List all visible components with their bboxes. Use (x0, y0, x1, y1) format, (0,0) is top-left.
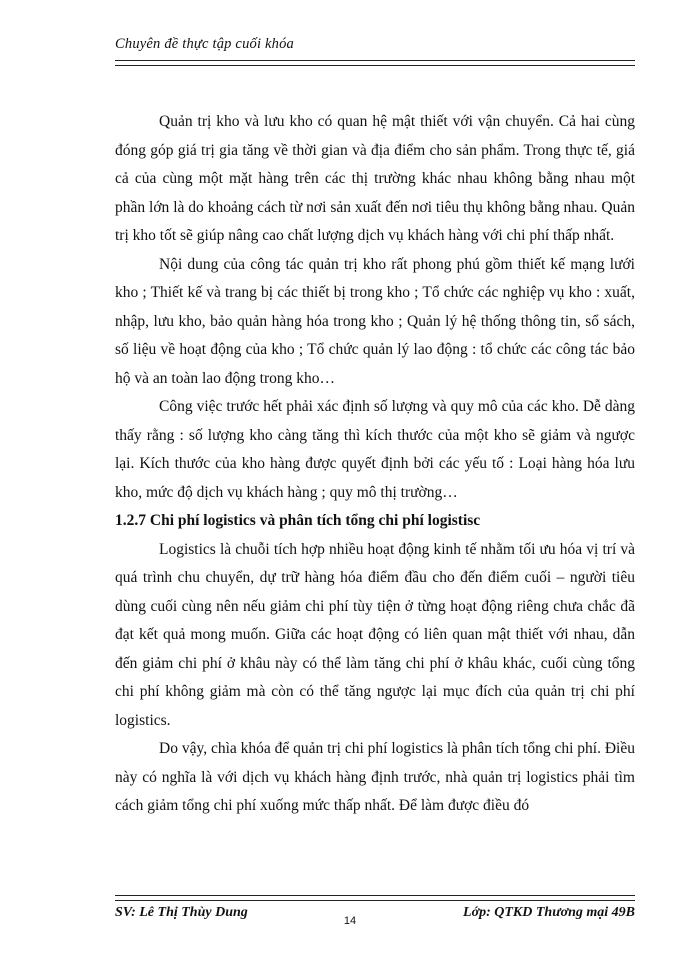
footer-student-name: SV: Lê Thị Thùy Dung (115, 905, 248, 920)
footer-class-name: Lớp: QTKD Thương mại 49B (463, 905, 635, 920)
paragraph: Do vậy, chìa khóa để quản trị chi phí logistics là phân tích tổng chi phí. Điều này có nghĩa là với dịch vụ khách hàng định trước, nhà quản trị logistics phải tìm cách giảm tổng chi phí xuống mức thấp nhất. Để làm được điều đó (115, 740, 635, 814)
paragraph: Logistics là chuỗi tích hợp nhiều hoạt động kinh tế nhằm tối ưu hóa vị trí và quá trình chu chuyển, dự trữ hàng hóa điểm đầu cho đến điểm cuối – người tiêu dùng cuối cùng nên nếu giảm chi phí tùy tiện ở từng hoạt động riêng chưa chắc đã đạt kết quả mong muốn. Giữa các hoạt động có liên quan mật thiết với nhau, dẫn đến giảm chi phí ở khâu này có thể làm tăng chi phí ở khâu khác, cuối cùng tổng chi phí không giảm mà còn có thể tăng ngược lại mục đích của quản trị chi phí logistics. (115, 540, 635, 729)
section-heading: 1.2.7 Chi phí logistics và phân tích tổng chi phí logistisc (115, 512, 481, 529)
header-divider (115, 60, 635, 66)
page-number: 14 (343, 915, 357, 927)
page-header-title: Chuyên đề thực tập cuối khóa (115, 36, 295, 52)
paragraph: Công việc trước hết phải xác định số lượng và quy mô của các kho. Dễ dàng thấy rằng : số lượng kho càng tăng thì kích thước của một kho sẽ giảm và ngược lại. Kích thước của kho hàng được quyết định bởi các yếu tố : Loại hàng hóa lưu kho, mức độ dịch vụ khách hàng ; quy mô thị trường… (115, 398, 635, 501)
paragraph: Quản trị kho và lưu kho có quan hệ mật thiết với vận chuyển. Cả hai cùng đóng góp giá trị gia tăng về thời gian và địa điểm cho sản phẩm. Trong thực tế, giá cả của cùng một mặt hàng trên các thị trường khác nhau không bằng nhau một phần lớn là do khoảng cách từ nơi sản xuất đến nơi tiêu thụ không bằng nhau. Quản trị kho tốt sẽ giúp nâng cao chất lượng dịch vụ khách hàng với chi phí thấp nhất. (115, 113, 635, 244)
footer-divider (115, 895, 635, 901)
paragraph: Nội dung của công tác quản trị kho rất phong phú gồm thiết kế mạng lưới kho ; Thiết kế và trang bị các thiết bị trong kho ; Tổ chức các nghiệp vụ kho : xuất, nhập, lưu kho, bảo quản hàng hóa trong kho ; Quản lý hệ thống thông tin, sổ sách, số liệu về hoạt động của kho ; Tổ chức quản lý lao động : tổ chức các công tác bảo hộ và an toàn lao động trong kho… (115, 255, 635, 387)
document-body (115, 108, 635, 821)
